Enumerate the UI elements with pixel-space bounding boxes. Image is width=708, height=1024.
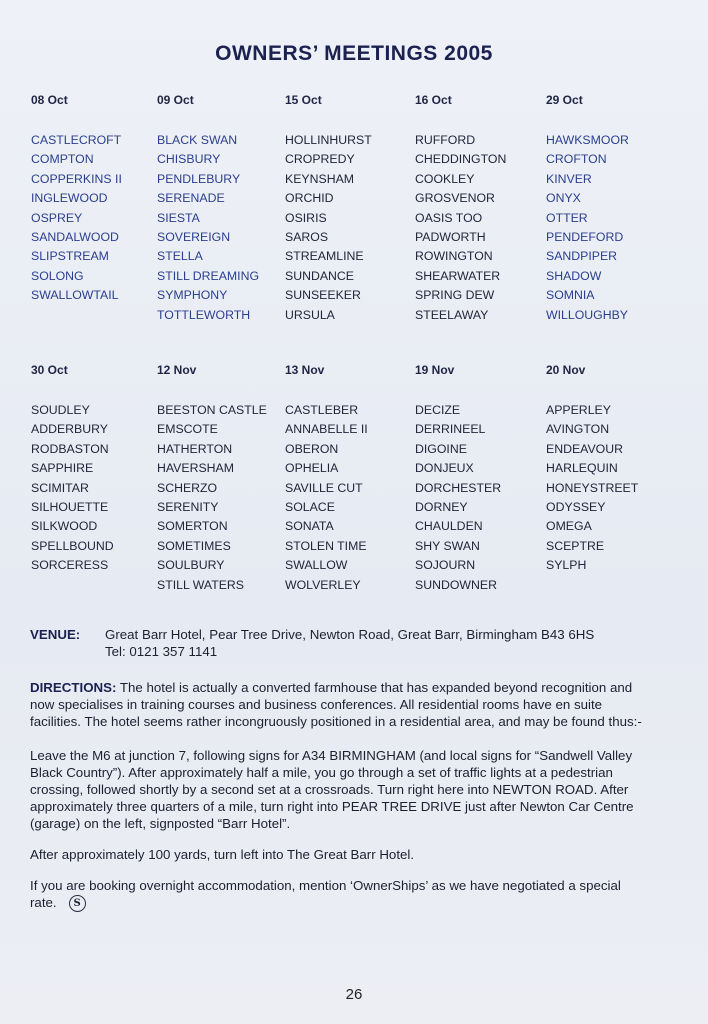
boat-name: CHEDDINGTON [415, 152, 507, 167]
boat-name: CROPREDY [285, 152, 355, 167]
boat-name: SANDPIPER [546, 249, 618, 264]
boat-name: CASTLEBER [285, 403, 359, 417]
boat-name-list [157, 131, 259, 325]
boat-name: SOMNIA [546, 288, 595, 303]
boat-name: OBERON [285, 441, 339, 456]
boat-name: DECIZE [415, 403, 461, 417]
boat-name: SYMPHONY [157, 288, 228, 303]
directions-route-paragraph: Leave the M6 at junction 7, following signs for A34 BIRMINGHAM (and local signs for “Sandwell Valley Black Country”). After approximately half a mile, you go through a set of traffic lights at a pedestrian crossing, followed shortly by a second set at a crossroads. Turn right here into NEWTON ROAD. After approximately three quarters of a mile, turn right into PEAR TREE DRIVE just after Newton Car Centre (garage) on the left, signposted “Barr Hotel”. [30, 748, 634, 831]
boat-name: DIGOINE [415, 441, 467, 456]
boat-name: CASTLECROFT [31, 133, 122, 147]
boat-name: OMEGA [546, 519, 592, 534]
boat-name-list [31, 131, 122, 306]
venue-address-line: Great Barr Hotel, Pear Tree Drive, Newton Road, Great Barr, Birmingham B43 6HS [105, 627, 595, 642]
boat-name: ENDEAVOUR [546, 441, 623, 456]
boat-name: HOLLINHURST [285, 133, 372, 147]
boat-name-list [546, 401, 638, 576]
boat-name: SWALLOWTAIL [31, 288, 119, 303]
boat-name: HARLEQUIN [546, 461, 618, 476]
boat-name-list [285, 131, 372, 325]
boat-name-list [31, 401, 114, 576]
meeting-date: 16 Oct [415, 93, 452, 107]
boat-name: KEYNSHAM [285, 171, 355, 186]
boat-name: SCHERZO [157, 480, 218, 495]
boat-name: DERRINEEL [415, 422, 486, 437]
boat-name: SOJOURN [415, 558, 476, 573]
boat-name: EMSCOTE [157, 422, 218, 437]
venue-label: VENUE: [30, 627, 81, 642]
meeting-column [415, 363, 501, 595]
boat-name: SOLONG [31, 268, 84, 283]
boat-name: ADDERBURY [31, 422, 108, 437]
boat-name: SORCERESS [31, 558, 109, 573]
boat-name: COOKLEY [415, 171, 475, 186]
boat-name-list [157, 401, 267, 595]
boat-name: SUNDANCE [285, 268, 355, 283]
boat-name: OTTER [546, 210, 588, 225]
boat-name: PENDLEBURY [157, 171, 241, 186]
boat-name: HONEYSTREET [546, 480, 639, 495]
venue-section [30, 626, 650, 662]
meeting-column [31, 363, 114, 576]
boat-name: COPPERKINS II [31, 171, 122, 186]
meeting-column [157, 363, 267, 595]
boat-name: CHAULDEN [415, 519, 483, 534]
boat-name: SANDALWOOD [31, 230, 119, 245]
boat-name: SUNSEEKER [285, 288, 361, 303]
boat-name: KINVER [546, 171, 592, 186]
page-number: 26 [345, 986, 363, 1003]
boat-name-list [546, 131, 629, 325]
boat-name: WILLOUGHBY [546, 307, 628, 322]
boat-name: OASIS TOO [415, 210, 483, 225]
meeting-column [285, 363, 368, 595]
meeting-date: 13 Nov [285, 363, 325, 377]
boat-name: CROFTON [546, 152, 607, 167]
boat-name: SOVEREIGN [157, 230, 231, 245]
meeting-column [157, 93, 259, 325]
boat-name: SIESTA [157, 210, 200, 225]
boat-name: INGLEWOOD [31, 191, 108, 206]
boat-name: OPHELIA [285, 461, 339, 476]
boat-name: OSIRIS [285, 210, 327, 225]
boat-name: STREAMLINE [285, 249, 364, 264]
boat-name: COMPTON [31, 152, 94, 167]
meeting-date: 15 Oct [285, 93, 322, 107]
directions-intro-paragraph [30, 679, 650, 730]
boat-name: RUFFORD [415, 133, 476, 147]
boat-name: SAPPHIRE [31, 461, 94, 476]
boat-name: STILL DREAMING [157, 268, 260, 283]
meeting-date: 08 Oct [31, 93, 68, 107]
boat-name: PENDEFORD [546, 230, 624, 245]
accommodation-text: If you are booking overnight accommodation, mention ‘OwnerShips’ as we have negotiated a special rate. [30, 878, 621, 910]
accommodation-paragraph [30, 877, 650, 912]
venue-telephone: Tel: 0121 357 1141 [105, 644, 218, 659]
boat-name: SOULBURY [157, 558, 225, 573]
boat-name: RODBASTON [31, 441, 109, 456]
boat-name: DONJEUX [415, 461, 474, 476]
boat-name: SLIPSTREAM [31, 249, 109, 264]
meeting-column [546, 93, 629, 325]
venue-address [105, 626, 665, 660]
ownerships-logo-icon: S [69, 895, 86, 912]
boat-name: SHY SWAN [415, 538, 480, 553]
boat-name: SAROS [285, 230, 329, 245]
boat-name: DORCHESTER [415, 480, 502, 495]
page-title: OWNERS’ MEETINGS 2005 [215, 42, 493, 65]
boat-name: ONYX [546, 191, 581, 206]
meeting-date: 29 Oct [546, 93, 583, 107]
boat-name: ANNABELLE II [285, 422, 368, 437]
boat-name: SOMERTON [157, 519, 228, 534]
meeting-column [546, 363, 638, 576]
meeting-date: 19 Nov [415, 363, 455, 377]
boat-name: HAVERSHAM [157, 461, 234, 476]
boat-name: SUNDOWNER [415, 577, 497, 592]
boat-name: SPELLBOUND [31, 538, 114, 553]
boat-name: ORCHID [285, 191, 334, 206]
boat-name: SYLPH [546, 558, 587, 573]
boat-name-list [415, 131, 506, 325]
boat-name: BEESTON CASTLE [157, 403, 267, 417]
boat-name: STILL WATERS [157, 577, 245, 592]
directions-section [30, 679, 650, 912]
boat-name: APPERLEY [546, 403, 611, 417]
meeting-date: 20 Nov [546, 363, 586, 377]
boat-name: SCIMITAR [31, 480, 89, 495]
boat-name: HAWKSMOOR [546, 133, 629, 147]
boat-name: SOLACE [285, 500, 335, 515]
directions-final-turn-paragraph: After approximately 100 yards, turn left into The Great Barr Hotel. [30, 847, 415, 862]
boat-name: WOLVERLEY [285, 577, 361, 592]
boat-name: SERENADE [157, 191, 225, 206]
meeting-column [415, 93, 506, 325]
boat-name: BLACK SWAN [157, 133, 238, 147]
boat-name: ROWINGTON [415, 249, 493, 264]
boat-name: SOMETIMES [157, 538, 231, 553]
boat-name: HATHERTON [157, 441, 233, 456]
meeting-date: 30 Oct [31, 363, 68, 377]
boat-name: STOLEN TIME [285, 538, 367, 553]
boat-name: STELLA [157, 249, 203, 264]
boat-name-list [285, 401, 368, 595]
boat-name: OSPREY [31, 210, 83, 225]
boat-name: SHEARWATER [415, 268, 501, 283]
boat-name: DORNEY [415, 500, 468, 515]
boat-name: CHISBURY [157, 152, 221, 167]
boat-name: PADWORTH [415, 230, 486, 245]
boat-name: STEELAWAY [415, 307, 489, 322]
boat-name: SILHOUETTE [31, 500, 109, 515]
boat-name: SPRING DEW [415, 288, 495, 303]
directions-label: DIRECTIONS: [30, 680, 117, 695]
boat-name: SOUDLEY [31, 403, 90, 417]
boat-name: SILKWOOD [31, 519, 98, 534]
boat-name: SERENITY [157, 500, 219, 515]
meeting-date: 12 Nov [157, 363, 197, 377]
boat-name: URSULA [285, 307, 335, 322]
boat-name: SCEPTRE [546, 538, 605, 553]
boat-name-list [415, 401, 501, 595]
boat-name: SHADOW [546, 268, 602, 283]
boat-name: SAVILLE CUT [285, 480, 363, 495]
boat-name: TOTTLEWORTH [157, 307, 251, 322]
boat-name: ODYSSEY [546, 500, 606, 515]
boat-name: GROSVENOR [415, 191, 495, 206]
meeting-date: 09 Oct [157, 93, 194, 107]
boat-name: AVINGTON [546, 422, 610, 437]
directions-intro-text: The hotel is actually a converted farmhouse that has expanded beyond recognition and now specialises in training courses and business conferences. All residential rooms have en suite facilities. The hotel seems rather incongruously positioned in a residential area, and may be found thus:- [30, 680, 642, 729]
meeting-column [285, 93, 372, 325]
boat-name: SONATA [285, 519, 334, 534]
meeting-column [31, 93, 122, 306]
boat-name: SWALLOW [285, 558, 348, 573]
